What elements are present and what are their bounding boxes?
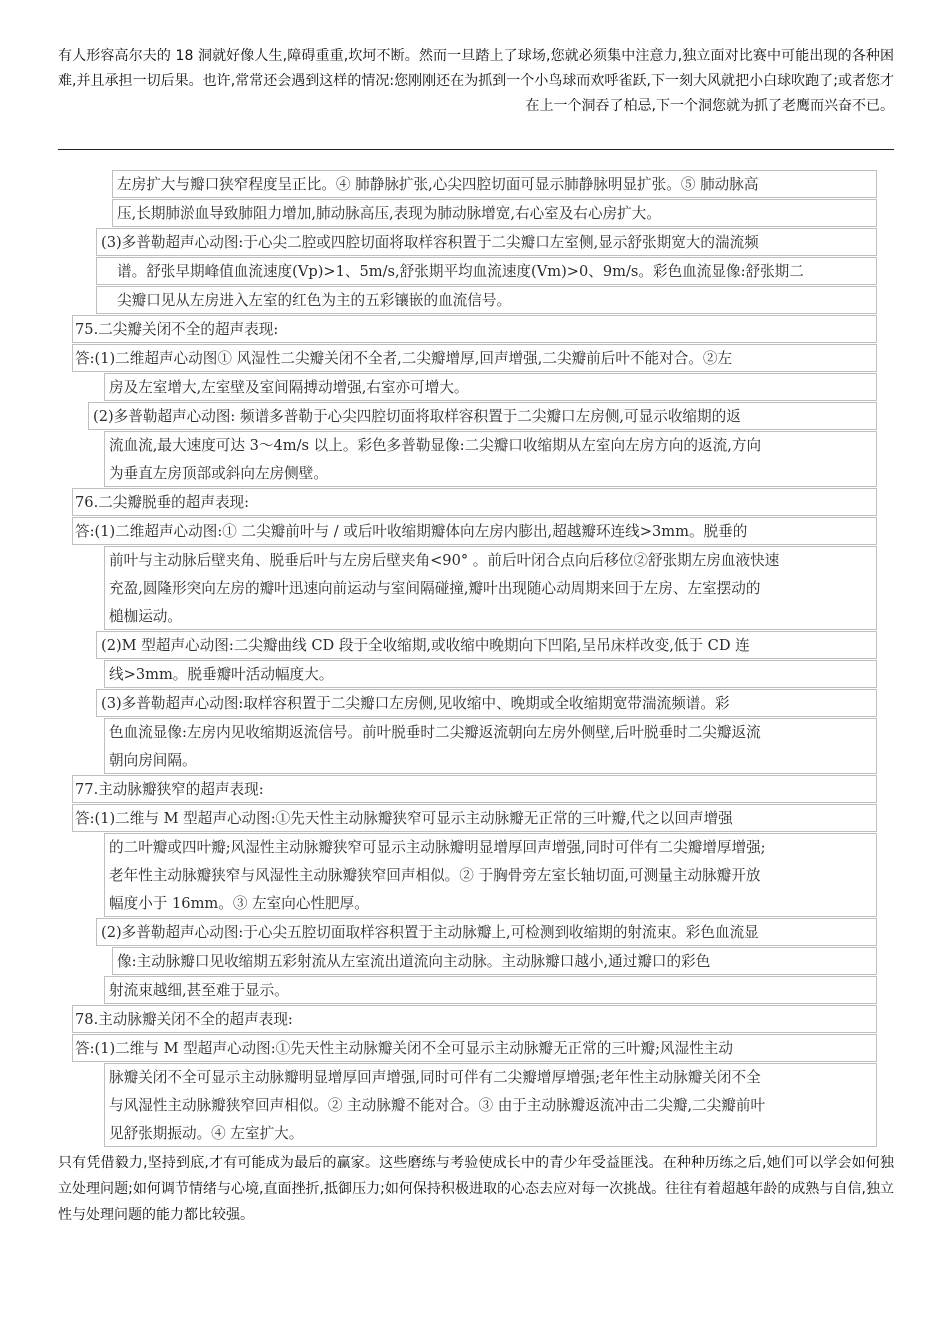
text-line: 见舒张期振动。④ 左室扩大。: [109, 1125, 304, 1142]
text-line: 谱。舒张早期峰值血流速度(Vp)>1、5m/s,舒张期平均血流速度(Vm)>0、9m/s。彩色血流显像:舒张期二: [117, 263, 804, 280]
text-line: 尖瓣口见从左房进入左室的红色为主的五彩镶嵌的血流信号。: [117, 292, 512, 309]
answer-line: 答:(1)二维与 M 型超声心动图:①先天性主动脉瓣狭窄可显示主动脉瓣无正常的三叶瓣,代之以回声增强: [75, 810, 733, 827]
text-line: 压,长期肺淤血导致肺阻力增加,肺动脉高压,表现为肺动脉增宽,右心室及右心房扩大。: [117, 205, 661, 222]
text-line: 脉瓣关闭不全可显示主动脉瓣明显增厚回声增强,同时可伴有二尖瓣增厚增强;老年性主动脉瓣关闭不全: [109, 1069, 761, 1086]
text-line: 槌枷运动。: [109, 608, 182, 625]
text-line: 左房扩大与瓣口狭窄程度呈正比。④ 肺静脉扩张,心尖四腔切面可显示肺静脉明显扩张。⑤ 肺动脉高: [117, 176, 759, 193]
text-line: 色血流显像:左房内见收缩期返流信号。前叶脱垂时二尖瓣返流朝向左房外侧壁,后叶脱垂时二尖瓣返流: [109, 724, 761, 741]
answer-line: 答:(1)二维与 M 型超声心动图:①先天性主动脉瓣关闭不全可显示主动脉瓣无正常的三叶瓣;风湿性主动: [75, 1040, 733, 1057]
question-heading: 76.二尖瓣脱垂的超声表现:: [75, 494, 250, 511]
text-line: 朝向房间隔。: [109, 752, 197, 769]
text-line: 流血流,最大速度可达 3～4m/s 以上。彩色多普勒显像:二尖瓣口收缩期从左室向左房方向的返流,方向: [109, 437, 762, 454]
header-motto: 有人形容高尔夫的 18 洞就好像人生,障碍重重,坎坷不断。然而一旦踏上了球场,您就必须集中注意力,独立面对比赛中可能出现的各种困难,并且承担一切后果。也许,常常还会遇到这样的情况:您刚刚还在为抓到一个小鸟球而欢呼雀跃,下一刻大风就把小白球吹跑了;或者您才在上一个洞吞了柏忌,下一个洞您就为抓了老鹰而兴奋不已。: [58, 48, 894, 114]
text-line: (2)M 型超声心动图:二尖瓣曲线 CD 段于全收缩期,或收缩中晚期向下凹陷,呈吊床样改变,低于 CD 连: [101, 637, 750, 654]
answer-line: 答:(1)二维超声心动图① 风湿性二尖瓣关闭不全者,二尖瓣增厚,回声增强,二尖瓣前后叶不能对合。②左: [75, 350, 733, 367]
answer-line: 答:(1)二维超声心动图:① 二尖瓣前叶与 / 或后叶收缩期瓣体向左房内膨出,超越瓣环连线>3mm。脱垂的: [75, 523, 748, 540]
text-line: 与风湿性主动脉瓣狭窄回声相似。② 主动脉瓣不能对合。③ 由于主动脉瓣返流冲击二尖瓣,二尖瓣前叶: [109, 1097, 766, 1114]
text-line: 为垂直左房顶部或斜向左房侧壁。: [109, 465, 328, 482]
text-line: 射流束越细,甚至难于显示。: [109, 982, 289, 999]
text-line: 房及左室增大,左室壁及室间隔搏动增强,右室亦可增大。: [109, 379, 469, 396]
text-line: 老年性主动脉瓣狭窄与风湿性主动脉瓣狭窄回声相似。② 于胸骨旁左室长轴切面,可测量主动脉瓣开放: [109, 867, 761, 884]
text-line: (3)多普勒超声心动图:于心尖二腔或四腔切面将取样容积置于二尖瓣口左室侧,显示舒张期宽大的湍流频: [101, 234, 759, 251]
question-heading: 77.主动脉瓣狭窄的超声表现:: [75, 781, 264, 798]
text-line: 前叶与主动脉后壁夹角、脱垂后叶与左房后壁夹角<90° 。前后叶闭合点向后移位②舒张期左房血液快速: [109, 552, 780, 569]
text-line: (2)多普勒超声心动图: 频谱多普勒于心尖四腔切面将取样容积置于二尖瓣口左房侧,可显示收缩期的返: [93, 408, 741, 425]
question-heading: 75.二尖瓣关闭不全的超声表现:: [75, 321, 279, 338]
question-heading: 78.主动脉瓣关闭不全的超声表现:: [75, 1011, 293, 1028]
text-line: 充盈,圆隆形突向左房的瓣叶迅速向前运动与室间隔碰撞,瓣叶出现随心动周期来回于左房、左室摆动的: [109, 580, 761, 597]
text-line: 幅度小于 16mm。③ 左室向心性肥厚。: [109, 895, 369, 912]
text-line: 线>3mm。脱垂瓣叶活动幅度大。: [109, 666, 334, 683]
text-line: 的二叶瓣或四叶瓣;风湿性主动脉瓣狭窄可显示主动脉瓣明显增厚回声增强,同时可伴有二尖瓣增厚增强;: [109, 839, 766, 856]
text-line: (3)多普勒超声心动图:取样容积置于二尖瓣口左房侧,见收缩中、晚期或全收缩期宽带湍流频谱。彩: [101, 695, 730, 712]
text-line: (2)多普勒超声心动图:于心尖五腔切面取样容积置于主动脉瓣上,可检测到收缩期的射流束。彩色血流显: [101, 924, 759, 941]
footer-motto: 只有凭借毅力,坚持到底,才有可能成为最后的赢家。这些磨练与考验使成长中的青少年受益匪浅。在种种历练之后,她们可以学会如何独立处理问题;如何调节情绪与心境,直面挫折,抵御压力;如何保持积极进取的心态去应对每一次挑战。往往有着超越年龄的成熟与自信,独立性与处理问题的能力都比较强。: [58, 1155, 894, 1223]
text-line: 像:主动脉瓣口见收缩期五彩射流从左室流出道流向主动脉。主动脉瓣口越小,通过瓣口的彩色: [117, 953, 711, 970]
